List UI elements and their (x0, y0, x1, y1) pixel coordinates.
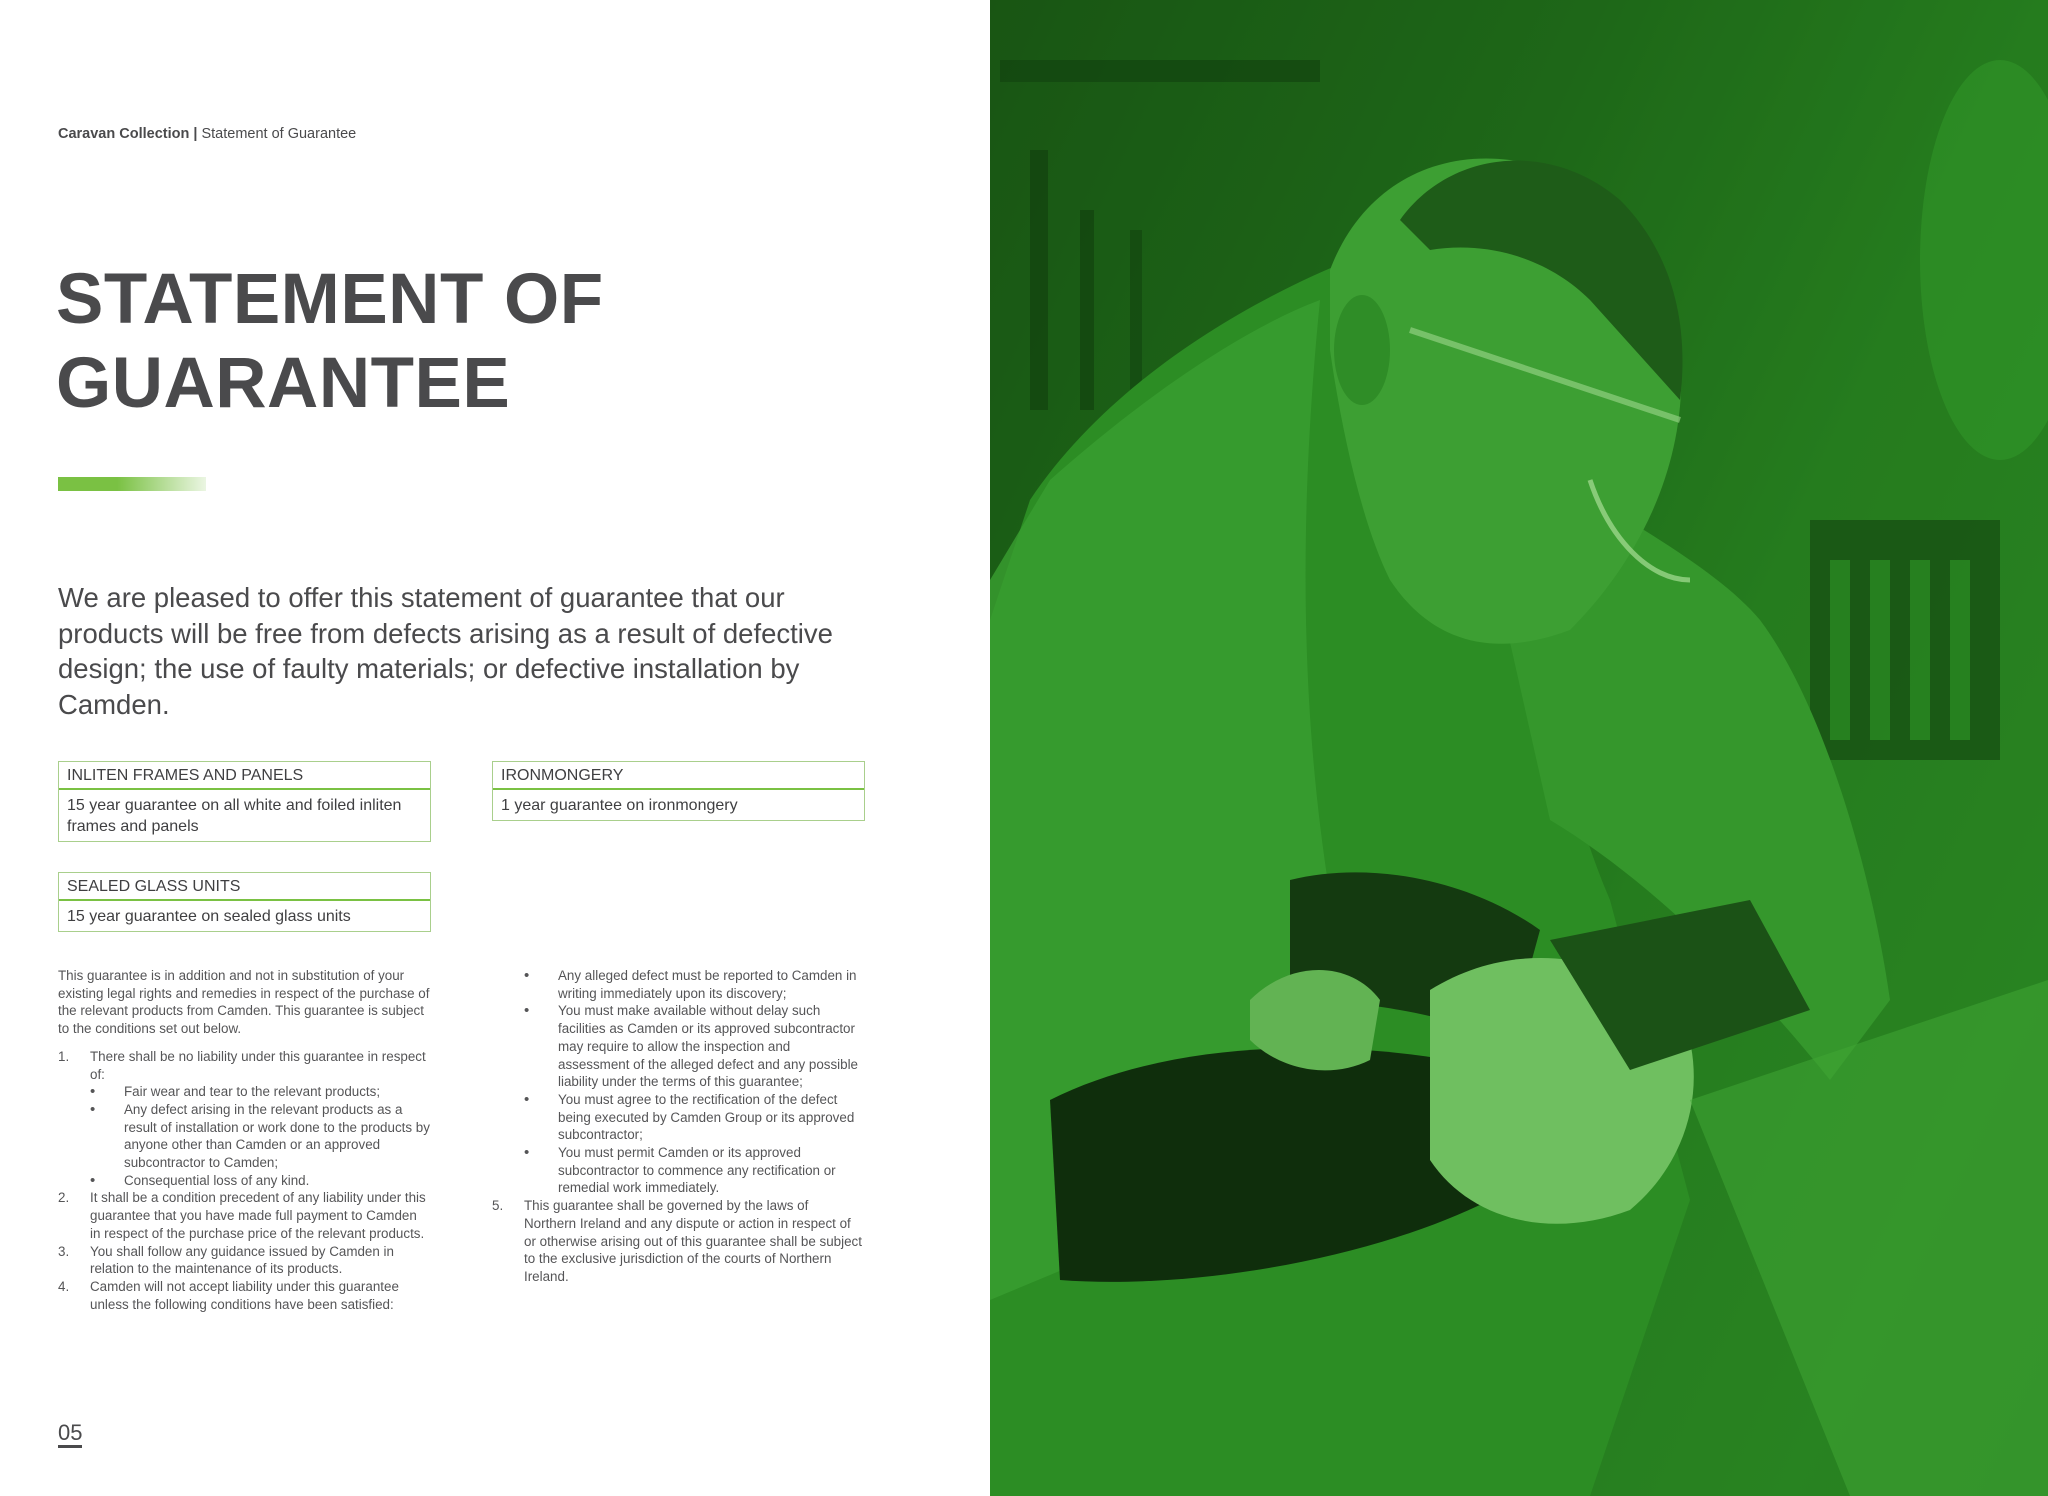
document-page (0, 0, 990, 1496)
breadcrumb-separator: | (193, 126, 198, 142)
terms-column-right (492, 967, 864, 1286)
terms-item-number: 1. (58, 1048, 70, 1064)
page-title-line-1: STATEMENT OF (56, 260, 604, 339)
guarantee-text: 15 year guarantee on all white and foiled inliten frames and panels (67, 797, 402, 835)
terms-item-2 (58, 1189, 430, 1242)
terms-bullets-continued (492, 967, 864, 1197)
terms-bullet: • Fair wear and tear to the relevant products; (90, 1083, 430, 1101)
page-number: 05 (58, 1422, 82, 1448)
breadcrumb-brand: Caravan Collection (58, 126, 190, 142)
breadcrumb-section: Statement of Guarantee (201, 126, 357, 142)
terms-list (58, 1048, 430, 1314)
terms-item-1 (58, 1048, 430, 1190)
guarantee-box-frames (58, 761, 431, 842)
terms-bullet: • Any alleged defect must be reported to Camden in writing immediately upon its discovery; (524, 967, 864, 1002)
terms-item-5 (492, 1197, 864, 1286)
guarantee-text: 1 year guarantee on ironmongery (501, 797, 738, 814)
terms-bullet: • Consequential loss of any kind. (90, 1172, 430, 1190)
terms-item-text: You shall follow any guidance issued by Camden in relation to the maintenance of its products. (90, 1243, 394, 1277)
terms-item-4 (58, 1278, 430, 1313)
page-title-line-2: GUARANTEE (56, 344, 511, 423)
terms-item-text: This guarantee shall be governed by the laws of Northern Ireland and any dispute or action in respect of or otherwise arising out of this guarantee shall be subject to the exclusive jurisdiction of the courts of Northern Ireland. (524, 1198, 862, 1284)
terms-item-text: There shall be no liability under this guarantee in respect of: (90, 1048, 426, 1082)
accent-bar (58, 477, 206, 491)
terms-item-text: Camden will not accept liability under this guarantee unless the following conditions have been satisfied: (90, 1278, 399, 1312)
page-title (56, 258, 604, 426)
terms-item-number: 5. (492, 1198, 504, 1214)
worker-photo (990, 0, 2048, 1496)
terms-bullets (90, 1083, 430, 1189)
terms-item-number: 4. (58, 1278, 70, 1294)
terms-item-number: 3. (58, 1243, 70, 1259)
guarantee-text: 15 year guarantee on sealed glass units (67, 908, 351, 925)
guarantee-heading: IRONMONGERY (493, 762, 864, 790)
terms-bullet: • You must permit Camden or its approved subcontractor to commence any rectification or remedial work immediately. (524, 1144, 864, 1197)
terms-bullet: • Any defect arising in the relevant products as a result of installation or work done to the products by anyone other than Camden or an approved subcontractor to Camden; (90, 1101, 430, 1172)
terms-item-number: 2. (58, 1190, 70, 1206)
worker-photo-illustration (990, 0, 2048, 1496)
terms-item-3 (58, 1243, 430, 1278)
guarantee-box-glass (58, 872, 431, 932)
terms-column-left (58, 967, 430, 1313)
guarantee-heading: SEALED GLASS UNITS (59, 873, 430, 901)
breadcrumb (58, 126, 356, 142)
terms-bullet: • You must make available without delay such facilities as Camden or its approved subcontractor may require to allow the inspection and assessment of the alleged defect and any possible liability under the terms of this guarantee; (524, 1002, 864, 1091)
terms-preamble: This guarantee is in addition and not in substitution of your existing legal rights and remedies in respect of the purchase of the relevant products from Camden. This guarantee is subject to the conditions set out below. (58, 968, 430, 1037)
intro-paragraph: We are pleased to offer this statement of guarantee that our products will be free from defects arising as a result of defective design; the use of faulty materials; or defective installation by Camden. (58, 582, 833, 720)
terms-item-text: It shall be a condition precedent of any liability under this guarantee that you have made full payment to Camden in respect of the purchase price of the relevant products. (90, 1190, 426, 1241)
guarantee-heading: INLITEN FRAMES AND PANELS (59, 762, 430, 790)
terms-list-continued (492, 1197, 864, 1286)
terms-bullet: • You must agree to the rectification of the defect being executed by Camden Group or its approved subcontractor; (524, 1091, 864, 1144)
guarantee-box-ironmongery (492, 761, 865, 821)
